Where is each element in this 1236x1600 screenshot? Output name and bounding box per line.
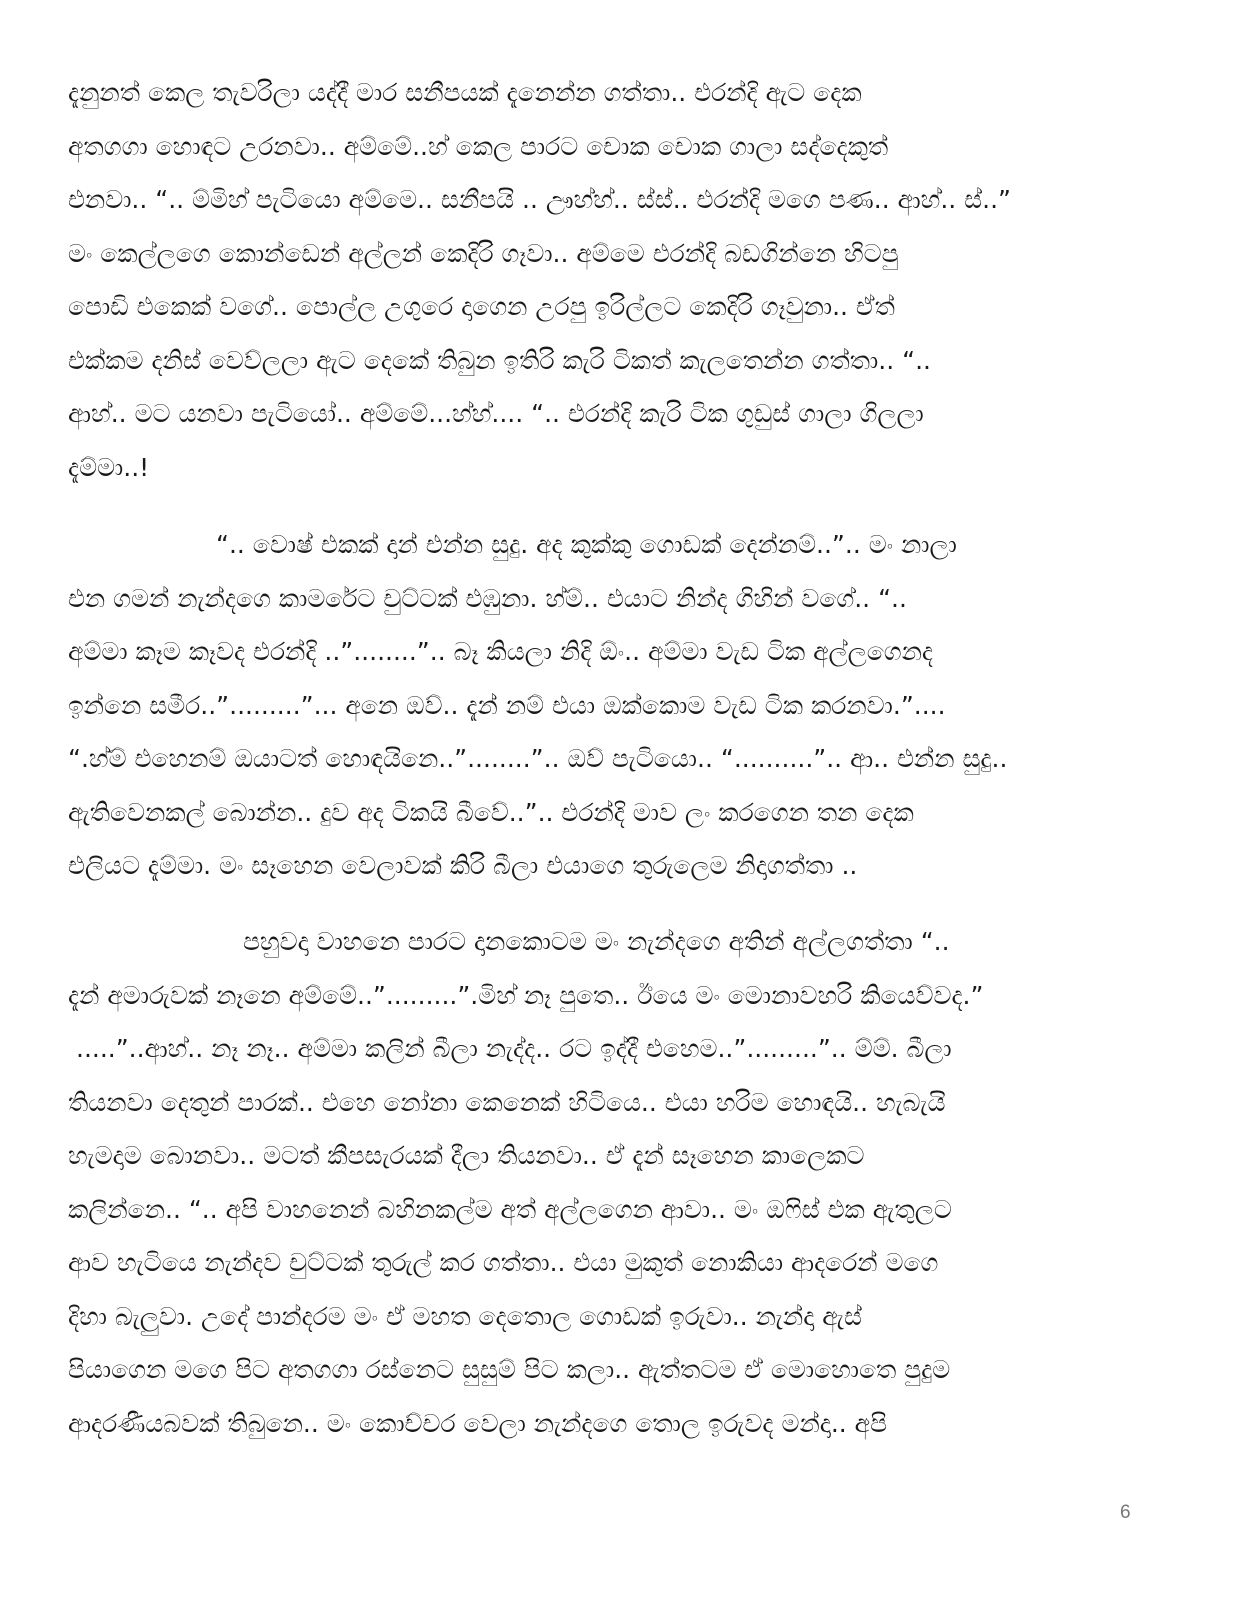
text-line: එලියට දැම්මා. මං සෑහෙන වෙලාවක් කිරි බීලා එයාගෙ තුරුලෙම නිදාගත්තා .. [68,851,858,880]
text-line: කලින්නෙ.. “.. අපි වාහනෙන් බහිනකල්ම අත් අල්ලගෙන ආවා.. මං ඔෆිස් එක ඇතුලට [68,1194,952,1224]
text-line: පහුවදා වාහනෙ පාරට දානකොටම මං නැන්දගෙ අතින් අල්ලගත්තා “.. [243,927,950,956]
paragraph [68,915,1168,1450]
page-number: 6 [1120,1502,1131,1523]
text-line: තියනවා දෙතුන් පාරක්.. එහෙ නෝනා කෙනෙක් හිටියෙ.. එයා හරිම හොඳයි.. හැබැයි [68,1087,946,1117]
text-line: හැමදාම බොනවා.. මටත් කීපසැරයක් දීලා තියනවා.. ඒ දැන් සෑහෙන කාලෙකට [68,1141,865,1170]
text-line: දැම්මා..! [68,452,150,482]
text-line: පියාගෙන මගෙ පිට අතගගා රස්නෙට සුසුම් පිට කලා.. ඇත්තටම ඒ මොහොතෙ පුදුම [68,1355,951,1384]
text-line: ඇතිවෙනකල් බොන්න.. දුව අද ටිකයි බීවේ..”.. එරන්දි මාව ලං කරගෙන තන දෙක [68,797,914,827]
text-line: දිහා බැලුවා. උදේ පාන්දරම මං ඒ මහත දෙතොල ගොඩක් ඉරුවා.. නැන්දා ඇස් [68,1301,862,1331]
text-line: ඉන්නෙ සමීර..”.........”... අනෙ ඔව්.. දැන් නම් එයා ඔක්කොම වැඩ ටික කරනවා.”.... [68,690,946,720]
text-line: “.හ්ම් එහෙනම් ඔයාටත් හොඳයිනෙ..”........”.. ඔව් පැටියො.. “..........”.. ආ.. එන්න සුදු.. [68,744,1008,773]
paragraph [68,66,1168,494]
text-line: පොඩි එකෙක් වගේ.. පොල්ල උගුරෙ දාගෙන උරපු ඉරිල්ලට කෙදිරි ගෑවුනා.. ඒත් [68,292,895,321]
text-line: එනවා.. “.. ම්මිහ් පැටියො අම්මෙ.. සනීපයි .. ඌහ්හ්.. ස්ස්.. එරන්දි මගෙ පණ.. ආහ්.. ස්..” [68,185,1011,214]
text-line: එක්කම දනිස් වෙව්ලලා ඇට දෙකේ තිබුන ඉතිරි කැරි ටිකත් කැලතෙන්න ගත්තා.. “.. [68,345,931,375]
paragraph [68,518,1168,893]
text-line: ආදරණීයබවක් තිබුනෙ.. මං කොච්චර වෙලා නැන්දගෙ තොල ඉරුවද මන්දා.. අපි [68,1408,888,1438]
text-line: දැනුනත් කෙල තැවරිලා යද්දී මාර සනීපයක් දැනෙන්න ගත්තා.. එරන්දි ඇට දෙක [68,78,862,107]
text-line: අම්මා කෑම කෑවද එරන්දි ..”........”.. බෑ කියලා නිදි ඕං.. අම්මා වැඩ ටික අල්ලගෙනද [68,637,933,666]
text-line: .....”..ආහ්.. නෑ නෑ.. අම්මා කලින් බීලා නැද්ද.. රට ඉද්දී එහෙම..”.........”.. ම්ම්. බීලා [76,1034,952,1063]
text-line: දැන් අමාරුවක් නෑනෙ අම්මේ..”.........”.මිහ් නෑ පුතෙ.. ඊයෙ මං මොනාවහරි කියෙව්වද.” [68,980,984,1010]
text-line: මං කෙල්ලගෙ කොන්ඩෙන් අල්ලන් කෙදිරි ගෑවා.. අම්මෙ එරන්දි බඩගින්නෙ හිටපු [68,238,899,268]
text-line: ආව හැටියෙ නැන්දව චුට්ටක් තුරුල් කර ගත්තා.. එයා මුකුත් නොකියා ආදරෙන් මගෙ [68,1248,939,1277]
text-line: “.. වොෂ් එකක් දාන් එන්න සුදු. අද කුක්කු ගොඩක් දෙන්නම්..”.. මං නාලා [216,530,957,559]
text-line: එන ගමන් නැන්දගෙ කාමරේට චුට්ටක් එඹුනා. හ්ම්.. එයාට නින්ද ගිහින් වගේ.. “.. [68,583,907,613]
text-line: ආහ්.. මට යනවා පැටියෝ.. අම්මේ...හ්හ්.... “.. එරන්දි කැරි ටික ගුඩුස් ගාලා ගිලලා [68,399,924,428]
text-line: අතගගා හොඳට උරනවා.. අම්මේ..හ් කෙල පාරට චොක චොක ගාලා සද්දෙකුත් [68,131,889,161]
